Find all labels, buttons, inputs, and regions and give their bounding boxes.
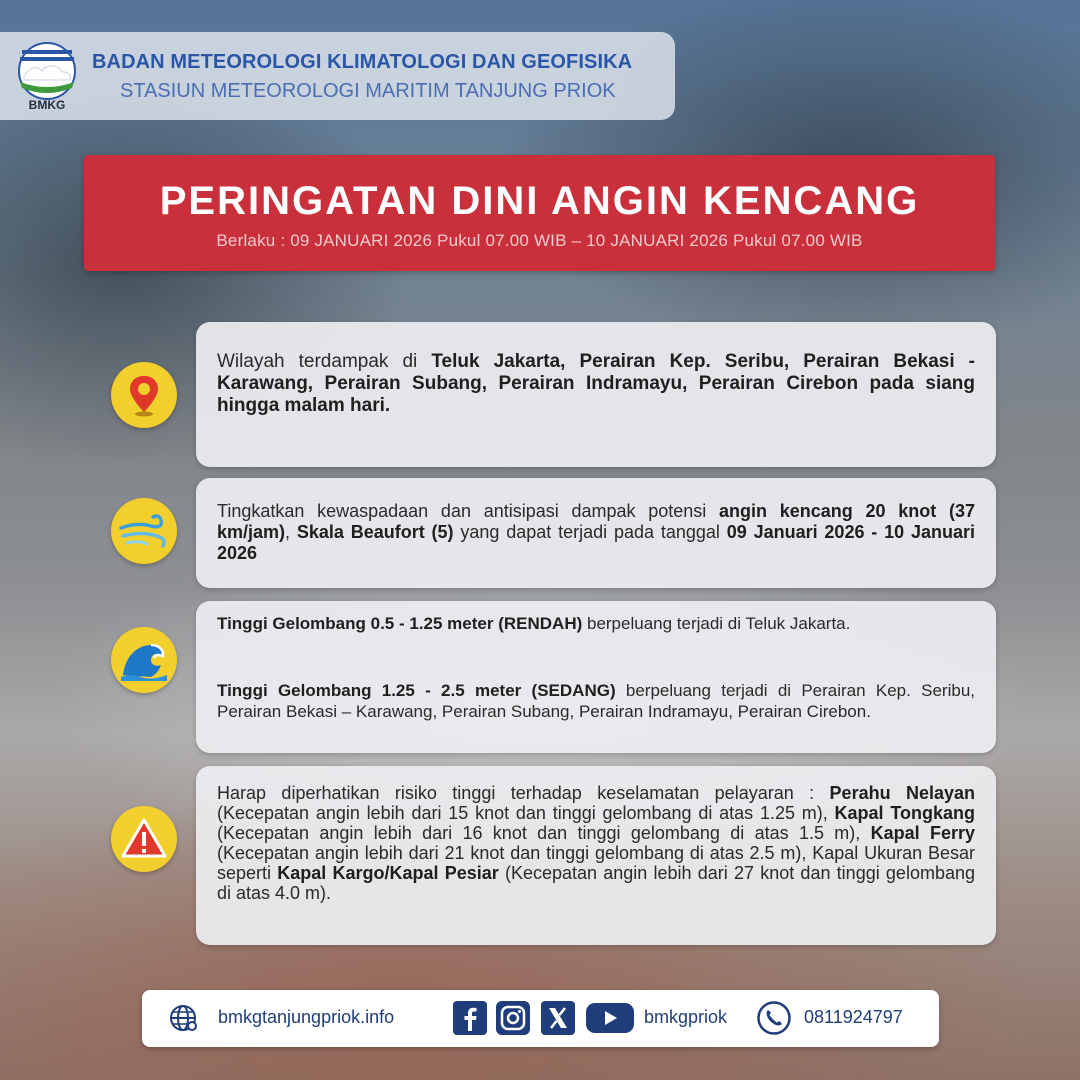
wave-low-text: Tinggi Gelombang 0.5 - 1.25 meter (RENDAH) berpeluang terjadi di Teluk Jakarta. [217,614,851,633]
vessel-kapal-kargo: Kapal Kargo/Kapal Pesiar [277,863,499,883]
safety-text: Harap diperhatikan risiko tinggi terhadap keselamatan pelayaran : Perahu Nelayan (Kecepatan angin lebih dari 15 knot dan tinggi gelombang di atas 1.25 m), Kapal Tongkang (Kecepatan angin lebih dari 16 knot dan tinggi gelombang di atas 1.5 m), Kapal Ferry (Kecepatan angin lebih dari 21 knot dan tinggi gelombang di atas 2.5 m), Kapal Ukuran Besar seperti Kapal Kargo/Kapal Pesiar (Kecepatan angin lebih dari 27 knot dan tinggi gelombang di atas 4.0 m). [217,783,976,903]
wind-speed: angin kencang 20 knot (37 km/jam) [217,501,976,542]
beaufort-scale: Skala Beaufort (5) [296,522,454,542]
wind-alert-text: Tingkatkan kewaspadaan dan antisipasi dampak potensi angin kencang 20 knot (37 km/jam), Skala Beaufort (5) yang dapat terjadi pada tanggal 09 Januari 2026 - 10 Januari 2026 [217,501,976,563]
wind-icon [111,498,177,564]
wave-icon [111,627,177,693]
wave-mid-text: Tinggi Gelombang 1.25 - 2.5 meter (SEDANG) berpeluang terjadi di Perairan Kep. Seribu, Perairan Bekasi – Karawang, Perairan Subang, Perairan Indramayu, Perairan Cirebon. [217,681,975,721]
header-bar [0,32,675,120]
validity-period: Berlaku : 09 JANUARI 2026 Pukul 07.00 WIB – 10 JANUARI 2026 Pukul 07.00 WIB [216,231,863,250]
x-icon[interactable] [541,1001,575,1035]
alert-dates: 09 Januari 2026 - 10 Januari 2026 [217,522,975,563]
org-name: BADAN METEOROLOGI KLIMATOLOGI DAN GEOFISIKA [92,51,633,73]
safety-card [196,766,996,945]
facebook-icon[interactable] [453,1001,487,1035]
wind-alert-card [196,478,996,588]
globe-icon [167,1002,199,1034]
station-name: STASIUN METEOROLOGI MARITIM TANJUNG PRIOK [120,80,616,102]
instagram-icon[interactable] [496,1001,530,1035]
location-pin-icon [111,362,177,428]
vessel-kapal-ferry: Kapal Ferry [870,823,975,843]
wave-mid-label: Tinggi Gelombang 1.25 - 2.5 meter (SEDANG) [217,681,616,700]
wave-height-card [196,601,996,753]
wave-low-label: Tinggi Gelombang 0.5 - 1.25 meter (RENDAH) [217,614,583,633]
vessel-kapal-tongkang: Kapal Tongkang [834,803,975,823]
phone-icon [756,1000,792,1036]
phone-number[interactable]: 0811924797 [804,1007,903,1027]
title-banner [84,155,995,271]
warning-icon [111,806,177,872]
page-title: PERINGATAN DINI ANGIN KENCANG [159,179,920,223]
affected-area-text: Wilayah terdampak di Teluk Jakarta, Perairan Kep. Seribu, Perairan Bekasi - Karawang, Perairan Subang, Perairan Indramayu, Perairan Cirebon pada siang hingga malam hari. [217,351,976,416]
affected-area-card [196,322,996,467]
contact-footer [142,990,939,1047]
social-handle[interactable]: bmkgpriok [644,1007,728,1027]
affected-regions: Teluk Jakarta, Perairan Kep. Seribu, Perairan Bekasi - Karawang, Perairan Subang, Perairan Indramayu, Perairan Cirebon pada siang hingga malam hari. [217,351,976,416]
youtube-icon[interactable] [585,1001,635,1035]
logo-text: BMKG [28,98,66,112]
website-link[interactable]: bmkgtanjungpriok.info [218,1007,395,1027]
vessel-perahu-nelayan: Perahu Nelayan [829,783,976,803]
